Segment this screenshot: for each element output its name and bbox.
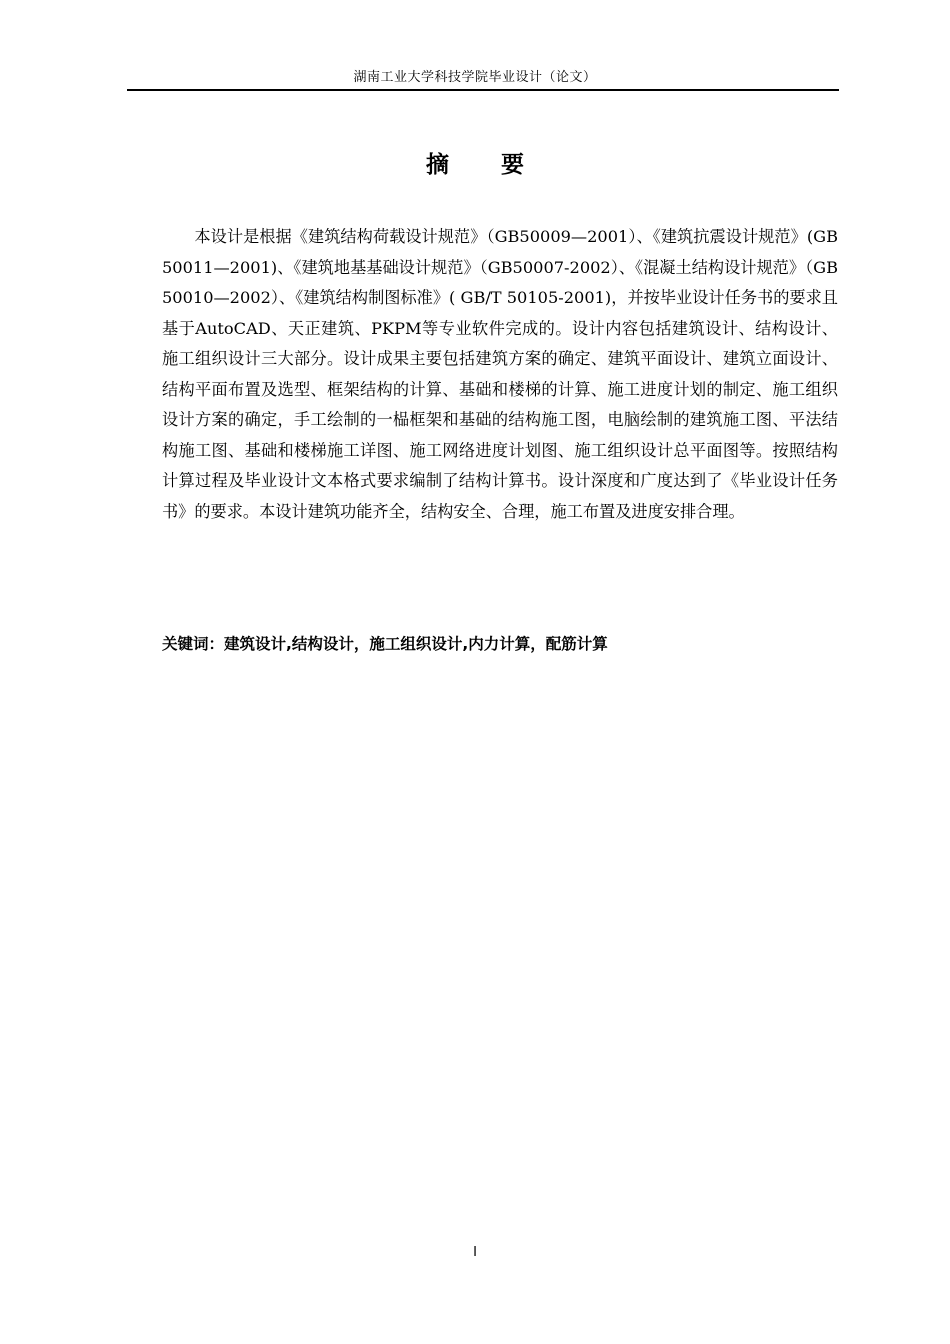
abstract-title: 摘 要 bbox=[425, 152, 546, 178]
keywords-line: 关键词：建筑设计,结构设计，施工组织设计,内力计算，配筋计算 bbox=[162, 635, 608, 653]
header-divider bbox=[127, 89, 839, 91]
abstract-body: 本设计是根据《建筑结构荷载设计规范》（GB50009—2001）、《建筑抗震设计规范》(GB50011—2001)、《建筑地基基础设计规范》（GB50007-2002）、《混凝土结构设计规范》（GB50010—2002）、《建筑结构制图标准》( GB/T 50105-2001)，并按毕业设计任务书的要求且基于AutoCAD、天正建筑、PKPM等专业软件完成的。设计内容包括建筑设计、结构设计、施工组织设计三大部分。设计成果主要包括建筑方案的确定、建筑平面设计、建筑立面设计、结构平面布置及选型、框架结构的计算、基础和楼梯的计算、施工进度计划的制定、施工组织设计方案的确定，手工绘制的一榀框架和基础的结构施工图，电脑绘制的建筑施工图、平法结构施工图、基础和楼梯施工详图、施工网络进度计划图、施工组织设计总平面图等。按照结构计算过程及毕业设计文本格式要求编制了结构计算书。设计深度和广度达到了《毕业设计任务书》的要求。本设计建筑功能齐全，结构安全、合理，施工布置及进度安排合理。 bbox=[162, 227, 838, 521]
page-header-text: 湖南工业大学科技学院毕业设计（论文） bbox=[353, 70, 597, 85]
page-number: I bbox=[473, 1245, 477, 1260]
